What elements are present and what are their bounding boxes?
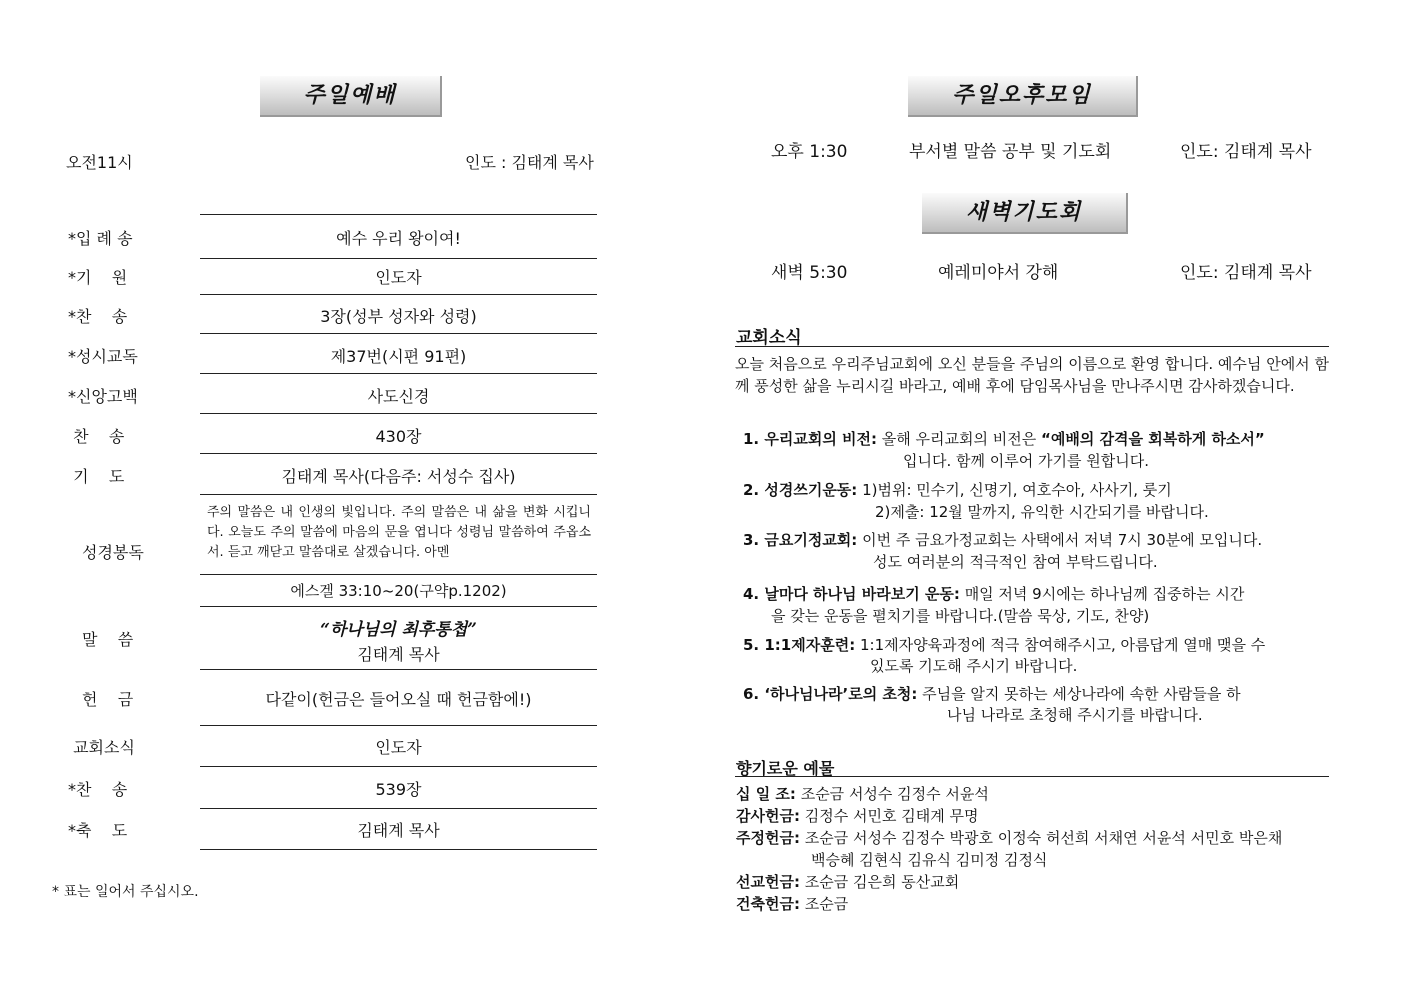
table-line — [200, 725, 597, 726]
order-value: 인도자 — [375, 268, 422, 287]
table-line — [200, 574, 597, 575]
offering-row-cont: 백승혜 김현식 김유식 김미정 김정식 — [811, 851, 1048, 869]
offering-row — [736, 783, 989, 805]
afternoon-leader: 인도: 김태계 목사 — [1180, 142, 1312, 162]
worship-time: 오전11시 — [66, 153, 133, 172]
offering-row — [736, 805, 978, 827]
news-item-4 — [743, 583, 1329, 605]
dawn-time: 새벽 5:30 — [771, 263, 848, 283]
dawn-leader: 인도: 김태계 목사 — [1180, 263, 1312, 283]
order-value: 539장 — [375, 780, 422, 799]
table-line — [200, 333, 597, 334]
order-value: 제37번(시편 91편) — [330, 347, 467, 366]
table-line — [200, 766, 597, 767]
news-item-text: 주님을 알지 못하는 세상나라에 속한 사람들을 하 — [922, 685, 1241, 703]
news-intro: 오늘 처음으로 우리주님교회에 오신 분들을 주님의 이름으로 환영 합니다. 예수님 안에서 함께 풍성한 삶을 누리시길 바라고, 예배 후에 담임목사님을 만나주시면 감사하겠습니다. — [735, 355, 1329, 395]
news-item-head: 2. 성경쓰기운동: — [743, 481, 858, 499]
order-label: 기 도 — [68, 467, 125, 486]
offerings-rule — [735, 776, 1329, 777]
news-item-2 — [743, 479, 1172, 501]
offering-row-label: 선교헌금: — [736, 873, 800, 891]
footnote: * 표는 일어서 주십시오. — [52, 884, 199, 900]
news-item-5 — [743, 634, 1329, 656]
news-item-1-line2: 입니다. 함께 이루어 가기를 원합니다. — [903, 452, 1149, 470]
offering-row — [736, 871, 959, 893]
order-label: 교회소식 — [68, 738, 135, 757]
afternoon-banner: 주일오후모임 — [908, 76, 1138, 117]
news-item-6 — [743, 683, 1329, 705]
order-label: *입 례 송 — [68, 229, 133, 248]
news-item-2-line2: 2)제출: 12월 말까지, 유익한 시간되기를 바랍니다. — [875, 503, 1209, 521]
reading-passage: 에스겔 33:10~20(구약p.1202) — [290, 582, 507, 600]
order-value: 430장 — [375, 427, 422, 446]
afternoon-time: 오후 1:30 — [771, 142, 848, 162]
order-label: 찬 송 — [68, 427, 125, 446]
order-value: 인도자 — [375, 738, 422, 757]
offering-row-names: 조순금 서성수 김정수 서윤석 — [800, 785, 989, 803]
news-item-head: 4. 날마다 하나님 바라보기 운동: — [743, 585, 960, 603]
dawn-desc: 예레미야서 강해 — [938, 263, 1059, 283]
news-item-3-line2: 성도 여러분의 적극적인 참여 부탁드립니다. — [873, 553, 1158, 571]
order-value: 3장(성부 성자와 성령) — [320, 307, 477, 326]
offerings-heading: 향기로운 예물 — [736, 759, 835, 778]
order-value: 김태계 목사(다음주: 서성수 집사) — [281, 467, 516, 486]
afternoon-desc: 부서별 말씀 공부 및 기도회 — [909, 142, 1112, 162]
order-label: *성시교독 — [68, 347, 138, 366]
offering-row-names: 조순금 — [804, 895, 849, 913]
table-line — [200, 258, 597, 259]
offering-value: 다같이(헌금은 들어오실 때 헌금함에!) — [265, 690, 532, 709]
offering-row-label: 건축헌금: — [736, 895, 800, 913]
news-item-5-line2: 있도록 기도해 주시기 바랍니다. — [870, 657, 1078, 675]
news-item-head: 3. 금요기정교회: — [743, 531, 858, 549]
news-rule — [735, 346, 1329, 347]
news-item-emphasis: “예배의 감격을 회복하게 하소서” — [1041, 430, 1265, 448]
news-item-4-line2: 을 갖는 운동을 펼치기를 바랍니다.(말씀 묵상, 기도, 찬양) — [771, 607, 1150, 625]
news-item-head: 6. ‘하나님나라’로의 초청: — [743, 685, 918, 703]
order-value: 김태계 목사 — [357, 821, 440, 840]
sermon-preacher: 김태계 목사 — [357, 645, 440, 664]
table-line — [200, 453, 597, 454]
order-label: *신앙고백 — [68, 387, 138, 406]
offering-row-label: 주정헌금: — [736, 829, 800, 847]
news-item-text: 1:1제자양육과정에 적극 참여해주시고, 아름답게 열매 맺을 수 — [859, 636, 1266, 654]
table-line — [200, 849, 597, 850]
sermon-title: “하나님의 최후통첩” — [320, 620, 477, 640]
dawn-banner: 새벽기도회 — [922, 193, 1128, 234]
sermon-label: 말 씀 — [82, 630, 134, 649]
news-item-head: 1. 우리교회의 비전: — [743, 430, 878, 448]
news-item-1 — [743, 428, 1329, 450]
order-value: 예수 우리 왕이여! — [336, 229, 461, 248]
table-line — [200, 808, 597, 809]
offering-label: 헌 금 — [82, 690, 134, 709]
news-item-text: 1)범위: 민수기, 신명기, 여호수아, 사사기, 룻기 — [862, 481, 1172, 499]
order-label: *기 원 — [68, 268, 128, 287]
news-item-text: 올해 우리교회의 비전은 — [881, 430, 1037, 448]
table-line — [200, 373, 597, 374]
offering-row — [736, 893, 848, 915]
reading-label: 성경봉독 — [82, 543, 144, 562]
order-label: *축 도 — [68, 821, 128, 840]
offering-row — [736, 827, 1282, 849]
offering-row-names: 조순금 서성수 김정수 박광호 이정숙 허선희 서채연 서윤석 서민호 박은채 — [804, 829, 1283, 847]
news-item-text: 이번 주 금요가정교회는 사택에서 저녁 7시 30분에 모입니다. — [862, 531, 1263, 549]
order-label: *찬 송 — [68, 307, 128, 326]
offering-row-names: 김정수 서민호 김태계 무명 — [804, 807, 979, 825]
news-item-text: 매일 저녁 9시에는 하나님께 집중하는 시간 — [964, 585, 1245, 603]
news-item-6-line2: 나님 나라로 초청해 주시기를 바랍니다. — [947, 706, 1203, 724]
order-label: *찬 송 — [68, 780, 128, 799]
offering-row-label: 십 일 조: — [736, 785, 796, 803]
worship-leader: 인도 : 김태계 목사 — [465, 153, 594, 172]
table-line — [200, 606, 597, 607]
news-heading: 교회소식 — [736, 328, 802, 348]
table-line — [200, 669, 597, 670]
offering-row-label: 감사헌금: — [736, 807, 800, 825]
order-value: 사도신경 — [367, 387, 430, 406]
news-item-3 — [743, 529, 1262, 551]
offering-row-names: 조순금 김은희 동산교회 — [804, 873, 960, 891]
reading-prayer: 주의 말씀은 내 인생의 빛입니다. 주의 말씀은 내 삶을 변화 시킵니다. 오늘도 주의 말씀에 마음의 문을 엽니다 성령님 말씀하여 주옵소서. 듣고 깨닫고 말씀대로 살겠습니다. 아멘 — [207, 505, 591, 560]
table-line — [200, 294, 597, 295]
worship-banner: 주일예배 — [260, 76, 442, 117]
table-line — [200, 413, 597, 414]
table-line — [200, 214, 597, 215]
news-item-head: 5. 1:1제자훈련: — [743, 636, 856, 654]
table-line — [200, 494, 597, 495]
